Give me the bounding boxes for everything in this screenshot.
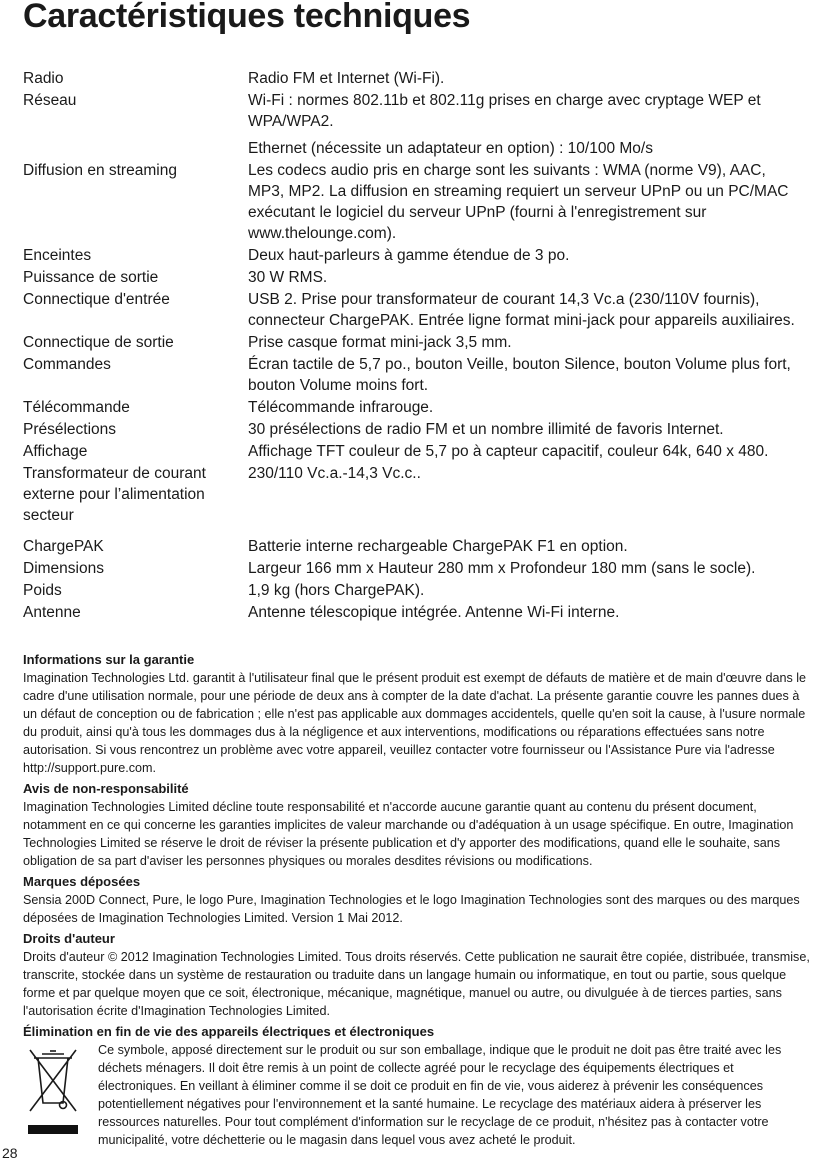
section-heading: Droits d'auteur (23, 931, 115, 946)
spec-row-display (23, 441, 808, 462)
section-heading: Informations sur la garantie (23, 652, 195, 667)
spec-row-chargepak (23, 536, 808, 557)
spec-value (248, 354, 808, 396)
spec-table (23, 68, 808, 624)
section-text: Imagination Technologies Ltd. garantit à l'utilisateur final que le présent produit est exempt de défauts de matière et de main d'œuvre dans le cadre d'une utilisation normale, pour une période de deux ans à compter de la date d'achat. La présente garantie couvre les pannes dues à un défaut de conception ou de fabrication ; elle n'est pas applicable aux dommages accidentels, quelle qu'en soit la cause, à l'usure normale du produit, ainsi qu'à tous les dommages dus à la négligence et aux interventions, modifications ou réparations effectuées sans notre autorisation. Si vous rencontrez un problème avec votre appareil, veuillez contacter votre fournisseur ou l'Assistance Pure via l'adresse http://support.pure.com. (23, 671, 807, 775)
spec-row-power-adapter (23, 463, 808, 526)
spec-value (248, 580, 808, 601)
spec-value-text: Affichage TFT couleur de 5,7 po à capteur capacitif, couleur 64k, 640 x 480. (248, 443, 769, 460)
spec-value-text: Batterie interne rechargeable ChargePAK F1 en option. (248, 538, 628, 555)
spec-value (248, 289, 808, 331)
spec-value-text: 30 W RMS. (248, 269, 328, 286)
spec-value-text: Écran tactile de 5,7 po., bouton Veille, bouton Silence, bouton Volume plus fort, bouton Volume moins fort. (248, 356, 791, 394)
spec-label: Poids (23, 582, 62, 599)
warranty-section (23, 651, 813, 777)
spec-label: Télécommande (23, 399, 130, 416)
spec-row-radio (23, 68, 808, 89)
spec-row-input-connectors (23, 289, 808, 331)
weee-section (23, 1023, 813, 1149)
weee-block (23, 1041, 813, 1149)
spec-value (248, 332, 808, 353)
spec-label: Diffusion en streaming (23, 162, 177, 179)
spec-value-text: Radio FM et Internet (Wi-Fi). (248, 70, 445, 87)
section-heading: Marques déposées (23, 874, 141, 889)
spec-value (248, 160, 808, 244)
spec-value-text: 30 présélections de radio FM et un nombre illimité de favoris Internet. (248, 421, 724, 438)
spec-row-speakers (23, 245, 808, 266)
spec-value (248, 558, 808, 579)
spec-label: Antenne (23, 604, 81, 621)
spec-row-dimensions (23, 558, 808, 579)
spec-value-text: Deux haut-parleurs à gamme étendue de 3 po. (248, 247, 570, 264)
spec-label: Connectique d'entrée (23, 291, 170, 308)
spec-value (248, 602, 808, 623)
spec-value (248, 245, 808, 266)
page-number: 28 (2, 1145, 18, 1161)
spec-row-network (23, 90, 808, 159)
spec-value-text: Les codecs audio pris en charge sont les suivants : WMA (norme V9), AAC, MP3, MP2. La diffusion en streaming requiert un serveur UPnP ou un PC/MAC exécutant le logiciel du serveur UPnP (fourni à l'enregistrement sur www.thelounge.com). (248, 162, 789, 242)
section-text: Imagination Technologies Limited décline toute responsabilité et n'accorde aucune garantie quant au contenu du présent document, notamment en ce qui concerne les garanties implicites de valeur marchande ou d'adéquation à un usage spécifique. En outre, Imagination Technologies Limited se réserve le droit de réviser la présente publication et d'y apporter des modifications, quand elle le souhaite, sans obligation de sa part d'aviser les personnes physiques ou morales desdites révisions ou modifications. (23, 800, 794, 868)
spec-value (248, 463, 808, 526)
spec-label: Transformateur de courant externe pour l’alimentation secteur (23, 465, 206, 524)
page-title: Caractéristiques techniques (23, 0, 471, 35)
legal-notices (23, 651, 813, 1152)
spec-label: Commandes (23, 356, 111, 373)
spec-label: Puissance de sortie (23, 269, 159, 286)
spec-value-text: USB 2. Prise pour transformateur de courant 14,3 Vc.a (230/110V fournis), connecteur ChargePAK. Entrée ligne format mini-jack pour appareils auxiliaires. (248, 291, 795, 329)
section-heading: Élimination en fin de vie des appareils électriques et électroniques (23, 1024, 435, 1039)
spec-row-remote (23, 397, 808, 418)
spec-value (248, 90, 808, 159)
trademarks-section (23, 873, 813, 927)
spec-row-output-power (23, 267, 808, 288)
spec-row-antenna (23, 602, 808, 623)
spec-label: ChargePAK (23, 538, 104, 555)
spec-value-text: Télécommande infrarouge. (248, 399, 434, 416)
spec-value-text: Antenne télescopique intégrée. Antenne Wi-Fi interne. (248, 604, 620, 621)
spec-row-controls (23, 354, 808, 396)
spec-value (248, 397, 808, 418)
spec-row-weight (23, 580, 808, 601)
spec-row-streaming (23, 160, 808, 244)
spec-label: Présélections (23, 421, 117, 438)
spec-label: Connectique de sortie (23, 334, 174, 351)
spec-value (248, 536, 808, 557)
spec-value-text: Largeur 166 mm x Hauteur 280 mm x Profondeur 180 mm (sans le socle). (248, 560, 756, 577)
spec-label: Affichage (23, 443, 88, 460)
spec-label: Réseau (23, 92, 77, 109)
spec-value-text: 230/110 Vc.a.-14,3 Vc.c.. (248, 465, 421, 482)
spec-value-text: Wi-Fi : normes 802.11b et 802.11g prises en charge avec cryptage WEP et WPA/WPA2. (248, 92, 761, 130)
section-heading: Avis de non-responsabilité (23, 781, 189, 796)
copyright-section (23, 930, 813, 1020)
crossed-out-wheelie-bin-icon (28, 1045, 94, 1149)
spec-value-text: 1,9 kg (hors ChargePAK). (248, 582, 425, 599)
section-text: Ce symbole, apposé directement sur le produit ou sur son emballage, indique que le produit ne doit pas être traité avec les déchets ménagers. Il doit être remis à un point de collecte agréé pour le recyclage des équipements électriques et électroniques. En veillant à éliminer comme il se doit ce produit en fin de vie, vous aiderez à prévenir les conséquences potentiellement négatives pour l'environnement et la santé humaine. Le recyclage des matériaux aidera à préserver les ressources naturelles. Pour tout complément d'information sur le recyclage de ce produit, n'hésitez pas à contacter votre municipalité, votre déchetterie ou le magasin dans lequel vous avez acheté le produit. (98, 1043, 782, 1147)
spec-row-presets (23, 419, 808, 440)
spec-label: Dimensions (23, 560, 104, 577)
spec-label: Enceintes (23, 247, 92, 264)
spec-value (248, 267, 808, 288)
spec-value-text: Prise casque format mini-jack 3,5 mm. (248, 334, 512, 351)
spec-value (248, 441, 808, 462)
spec-label: Radio (23, 70, 64, 87)
section-text: Sensia 200D Connect, Pure, le logo Pure, Imagination Technologies et le logo Imagination Technologies sont des marques ou des marques déposées de Imagination Technologies Limited. Version 1 Mai 2012. (23, 893, 800, 925)
section-text: Droits d'auteur © 2012 Imagination Technologies Limited. Tous droits réservés. Cette publication ne saurait être copiée, distribuée, transmise, transcrite, stockée dans un système de restauration ou traduite dans un langage humain ou informatique, en tout ou partie, sous quelque forme et par quelque moyen que ce soit, électronique, mécanique, magnétique, manuel ou autre, ou divulguée à de tierces parties, sans l'autorisation écrite d'Imagination Technologies Limited. (23, 950, 810, 1018)
spec-value (248, 68, 808, 89)
spec-value-text: Ethernet (nécessite un adaptateur en option) : 10/100 Mo/s (248, 140, 653, 157)
spec-row-output-connectors (23, 332, 808, 353)
disclaimer-section (23, 780, 813, 870)
spec-value (248, 419, 808, 440)
